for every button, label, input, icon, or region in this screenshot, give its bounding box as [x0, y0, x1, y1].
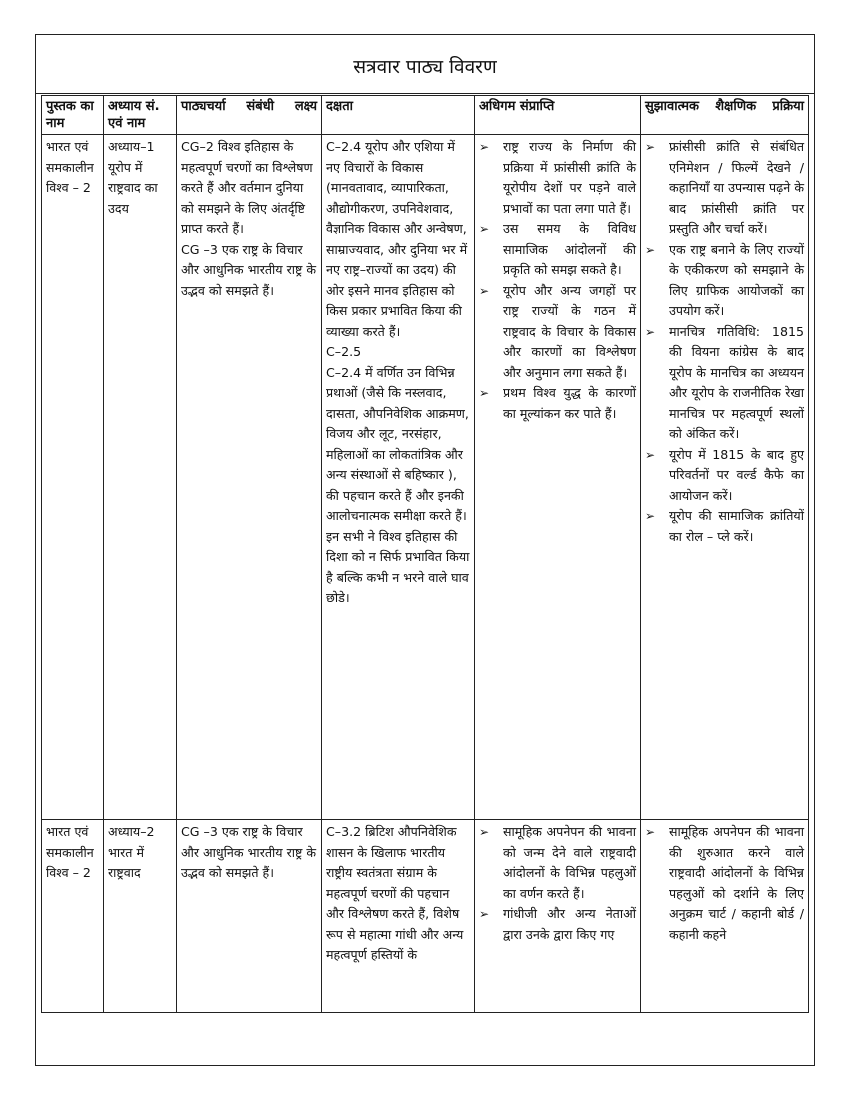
table-row	[42, 135, 809, 820]
chapter-cell: अध्याय–1 यूरोप में राष्ट्रवाद का उदय	[104, 135, 177, 820]
pedagogy-text: एक राष्ट्र बनाने के लिए राज्यों के एकीकरण को समझाने के लिए ग्राफिक आयोजकों का उपयोग करें।	[669, 241, 804, 318]
arrow-bullet-icon: ➢	[479, 907, 490, 921]
book-cell: भारत एवं समकालीन विश्व – 2	[42, 135, 104, 820]
arrow-bullet-icon: ➢	[645, 242, 656, 257]
pedagogy-text: यूरोप में 1815 के बाद हुए परिवर्तनों पर वर्ल्ड कैफे का आयोजन करें।	[669, 446, 804, 503]
competency-text: C–3.2 ब्रिटिश औपनिवेशिक शासन के खिलाफ भारतीय राष्ट्रीय स्वतंत्रता संग्राम के महत्वपूर्ण चरणों की पहचान और विश्लेषण करते हैं, विशेष रूप से महात्मा गांधी और अन्य महत्वपूर्ण हस्तियों के	[326, 824, 464, 962]
header-competency: दक्षता	[322, 96, 475, 135]
syllabus-table	[41, 95, 809, 1013]
arrow-bullet-icon: ➢	[645, 509, 656, 523]
list-item	[645, 506, 804, 547]
outcome-text: प्रथम विश्व युद्ध के कारणों का मूल्यांकन कर पाते हैं।	[503, 385, 636, 421]
page-title: सत्रवार पाठ्य विवरण	[353, 56, 497, 78]
outcome-text: गांधीजी और अन्य नेताओं द्वारा उनके द्वारा किए गए	[503, 906, 636, 942]
chapter-cell: अध्याय–2 भारत में राष्ट्रवाद	[104, 820, 177, 1013]
book-cell: भारत एवं समकालीन विश्व – 2	[42, 820, 104, 1013]
list-item	[645, 322, 804, 445]
list-item	[479, 281, 636, 384]
pedagogy-text: फ्रांसीसी क्रांति से संबंधित एनिमेशन / फिल्में देखने / कहानियाँ या उपन्यास पढ़ने के बाद फ्रांसीसी क्रांति पर प्रस्तुति और चर्चा करें।	[669, 139, 804, 236]
competency-code: C–2.5	[326, 344, 362, 359]
list-item	[645, 822, 804, 945]
arrow-bullet-icon: ➢	[479, 140, 490, 154]
curricular-goals-cell	[177, 135, 322, 820]
competency-cell	[322, 135, 475, 820]
pedagogy-text: मानचित्र गतिविधि: 1815 की वियना कांग्रेस के बाद यूरोप के मानचित्र का अध्ययन और यूरोप के राजनीतिक रेखा मानचित्र पर महत्वपूर्ण स्थलों को अंकित करें।	[669, 323, 804, 441]
outcome-text: सामूहिक अपनेपन की भावना को जन्म देने वाले राष्ट्रवादी आंदोलनों के विभिन्न पहलुओं का वर्णन करते हैं।	[503, 824, 636, 901]
list-item	[479, 904, 636, 945]
list-item	[479, 383, 636, 424]
curricular-goal: CG–2 विश्व इतिहास के महत्वपूर्ण चरणों का विश्लेषण करते हैं और वर्तमान दुनिया को समझने के लिए अंतर्दृष्टि प्राप्त करते हैं।	[181, 139, 313, 236]
curricular-goals-cell	[177, 820, 322, 1013]
pedagogy-text: यूरोप की सामाजिक क्रांतियों का रोल – प्ले करें।	[669, 508, 804, 544]
competency-text: C–2.4 यूरोप और एशिया में नए विचारों के विकास (मानवतावाद, व्यापारिकता, औद्योगीकरण, उपनिवेशवाद, वैज्ञानिक विकास और अन्वेषण, साम्राज्यवाद, और दुनिया भर में नए राष्ट्र–राज्यों का उदय) की ओर इसने मानव इतिहास को किस प्रकार प्रभावित किया की व्याख्या करते हैं।	[326, 139, 468, 339]
learning-outcomes-cell	[475, 820, 641, 1013]
curricular-goal: CG –3 एक राष्ट्र के विचार और आधुनिक भारतीय राष्ट्र के उद्भव को समझते हैं।	[181, 824, 317, 880]
header-row	[42, 96, 809, 135]
header-chapter: अध्याय सं. एवं नाम	[104, 96, 177, 135]
list-item	[479, 219, 636, 281]
arrow-bullet-icon: ➢	[479, 222, 490, 236]
pedagogy-cell	[641, 135, 809, 820]
list-item	[645, 240, 804, 322]
header-curricular-goals: पाठ्यचर्या संबंधी लक्ष्य	[177, 96, 322, 135]
arrow-bullet-icon: ➢	[645, 140, 656, 154]
arrow-bullet-icon: ➢	[645, 447, 656, 462]
document-frame	[35, 34, 815, 1066]
arrow-bullet-icon: ➢	[479, 386, 490, 400]
header-learning-outcomes: अधिगम संप्राप्ति	[475, 96, 641, 135]
list-item	[645, 445, 804, 507]
table-row	[42, 820, 809, 1013]
arrow-bullet-icon: ➢	[645, 825, 656, 839]
list-item	[479, 137, 636, 219]
arrow-bullet-icon: ➢	[645, 324, 656, 339]
arrow-bullet-icon: ➢	[479, 283, 490, 298]
arrow-bullet-icon: ➢	[479, 825, 490, 839]
outcome-text: राष्ट्र राज्य के निर्माण की प्रक्रिया में फ्रांसीसी क्रांति के यूरोपीय देशों पर पड़ने वाले प्रभावों का पता लगा पाते हैं।	[503, 139, 636, 216]
outcome-text: यूरोप और अन्य जगहों पर राष्ट्र राज्यों के गठन में राष्ट्रवाद के विचार के विकास और कारणों का विश्लेषण और अनुमान लगा सकते हैं।	[503, 282, 636, 380]
list-item	[479, 822, 636, 904]
competency-text: C–2.4 में वर्णित उन विभिन्न प्रथाओं (जैसे कि नस्लवाद, दासता, औपनिवेशिक आक्रमण, विजय और लूट, नरसंहार, महिलाओं का लोकतांत्रिक और अन्य संस्थाओं से बहिष्कार ), की पहचान करते हैं और इनकी आलोचनात्मक समीक्षा करते हैं। इन सभी ने विश्व इतिहास की दिशा को न सिर्फ प्रभावित किया है बल्कि कभी न भरने वाले घाव छोडे।	[326, 364, 470, 605]
header-pedagogy: सुझावात्मक शैक्षणिक प्रक्रिया	[641, 96, 809, 135]
curricular-goal: CG –3 एक राष्ट्र के विचार और आधुनिक भारतीय राष्ट्र के उद्भव को समझते हैं।	[181, 241, 317, 298]
learning-outcomes-cell	[475, 135, 641, 820]
competency-cell	[322, 820, 475, 1013]
pedagogy-cell	[641, 820, 809, 1013]
title-divider	[36, 93, 814, 94]
list-item	[645, 137, 804, 240]
header-book: पुस्तक का नाम	[42, 96, 104, 135]
pedagogy-text: सामूहिक अपनेपन की भावना की शुरुआत करने वाले राष्ट्रवादी आंदोलनों के विभिन्न पहलुओं को दर्शाने के लिए अनुक्रम चार्ट / कहानी बोर्ड / कहानी कहने	[669, 824, 804, 942]
outcome-text: उस समय के विविध सामाजिक आंदोलनों की प्रकृति को समझ सकते है।	[503, 221, 636, 277]
